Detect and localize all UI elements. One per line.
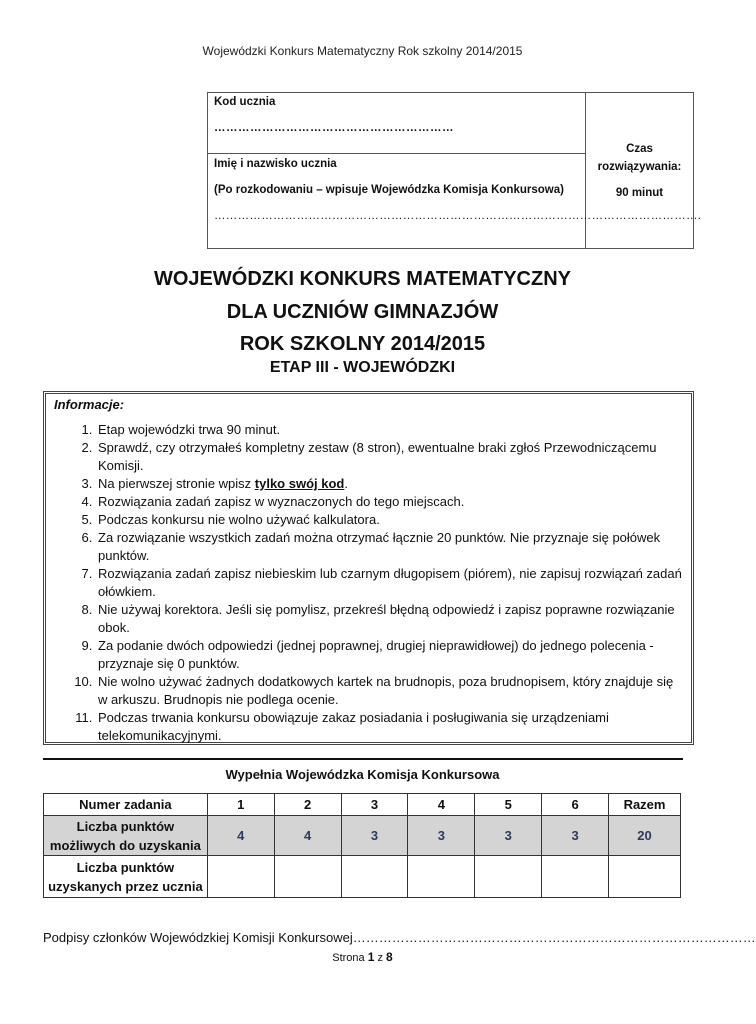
time-cell — [586, 93, 693, 248]
list-item: 11. Podczas trwania konkursu obowiązuje zakaz posiadania i posługiwania się urządzeniami telekomunikacyjnymi. — [96, 709, 683, 745]
footer-prefix: Strona — [332, 952, 365, 964]
list-item: 5. Podczas konkursu nie wolno używać kalkulatora. — [96, 511, 683, 529]
student-name-field[interactable]: ……………………………………………………………………………………………………………. — [214, 210, 702, 222]
obtained-points-cell[interactable] — [207, 856, 274, 898]
task-number-cell: 2 — [274, 794, 341, 816]
list-item: 4. Rozwiązania zadań zapisz w wyznaczonych do tego miejscach. — [96, 493, 683, 511]
obtained-label-line-1: Liczba punktów — [76, 859, 175, 875]
time-label-1: Czas — [626, 142, 653, 155]
student-name-label: Imię i nazwisko ucznia — [214, 158, 337, 170]
task-number-cell: 6 — [542, 794, 609, 816]
task-number-cell: 1 — [207, 794, 274, 816]
possible-points-cell: 3 — [542, 816, 609, 856]
student-code-field[interactable]: …………………………………………………… — [214, 122, 454, 134]
time-label-2: rozwiązywania: — [597, 160, 682, 173]
table-row — [44, 816, 681, 856]
obtained-points-cell[interactable] — [542, 856, 609, 898]
title-line-4: ETAP III - WOJEWÓDZKI — [269, 359, 456, 376]
list-item: 1. Etap wojewódzki trwa 90 minut. — [96, 421, 683, 439]
student-name-note: (Po rozkodowaniu – wpisuje Wojewódzka Komisja Konkursowa) — [214, 184, 564, 196]
possible-points-cell: 4 — [274, 816, 341, 856]
student-info-box — [207, 92, 702, 249]
list-item: 2. Sprawdź, czy otrzymałeś kompletny zestaw (8 stron), ewentualne braki zgłoś Przewodniczącemu Komisji. — [96, 439, 683, 475]
list-item-emphasis: tylko swój kod — [254, 476, 345, 491]
committee-signatures: Podpisy członków Wojewódzkiej Komisji Konkursowej………………………………………………………………………………… — [43, 930, 756, 945]
divider — [43, 758, 683, 760]
table-row — [44, 856, 681, 898]
list-item-end: . — [344, 476, 348, 491]
possible-points-cell: 3 — [408, 816, 475, 856]
obtained-points-cell[interactable] — [274, 856, 341, 898]
time-value: 90 minut — [615, 186, 664, 199]
task-number-cell: 5 — [475, 794, 542, 816]
page-footer — [0, 950, 725, 964]
list-item: 9. Za podanie dwóch odpowiedzi (jednej poprawnej, drugiej nieprawidłowej) do jednego polecenia - przyznaje się 0 punktów. — [96, 637, 683, 673]
student-code-cell — [208, 93, 585, 154]
page-number: 1 — [367, 950, 375, 964]
table-header-row — [44, 794, 681, 816]
list-item: 6. Za rozwiązanie wszystkich zadań można otrzymać łącznie 20 punktów. Nie przyznaje się połówek punktów. — [96, 529, 683, 565]
title-line-2: DLA UCZNIÓW GIMNAZJÓW — [226, 301, 499, 323]
possible-label-line-2: możliwych do uzyskania — [49, 837, 201, 853]
possible-points-cell: 3 — [475, 816, 542, 856]
title-line-1: WOJEWÓDZKI KONKURS MATEMATYCZNY — [153, 268, 571, 290]
student-code-label: Kod ucznia — [214, 96, 276, 108]
page-total: 8 — [386, 950, 393, 964]
task-number-cell: 3 — [341, 794, 408, 816]
footer-of: z — [377, 952, 383, 964]
obtained-points-label — [44, 856, 208, 898]
committee-heading: Wypełnia Wojewódzka Komisja Konkursowa — [225, 767, 500, 782]
task-number-cell: 4 — [408, 794, 475, 816]
obtained-points-cell[interactable] — [341, 856, 408, 898]
obtained-points-cell[interactable] — [408, 856, 475, 898]
possible-points-label — [44, 816, 208, 856]
information-list — [54, 421, 683, 745]
possible-total-cell: 20 — [609, 816, 681, 856]
information-heading: Informacje: — [54, 397, 125, 412]
points-table — [43, 793, 681, 898]
list-item: 8. Nie używaj korektora. Jeśli się pomylisz, przekreśl błędną odpowiedź i zapisz poprawne rozwiązanie obok. — [96, 601, 683, 637]
information-box — [43, 391, 694, 745]
obtained-points-cell[interactable] — [475, 856, 542, 898]
list-item-text: Na pierwszej stronie wpisz — [98, 476, 255, 491]
possible-points-cell: 4 — [207, 816, 274, 856]
obtained-total-cell[interactable] — [609, 856, 681, 898]
list-item: 7. Rozwiązania zadań zapisz niebieskim lub czarnym długopisem (piórem), nie zapisuj rozwiązań zadań ołówkiem. — [96, 565, 683, 601]
total-header-cell: Razem — [609, 794, 681, 816]
list-item: 10. Nie wolno używać żadnych dodatkowych kartek na brudnopis, poza brudnopisem, który znajduje się w arkuszu. Brudnopis nie podlega ocenie. — [96, 673, 683, 709]
title-line-3: ROK SZKOLNY 2014/2015 — [239, 333, 486, 355]
obtained-label-line-2: uzyskanych przez ucznia — [48, 878, 203, 894]
list-item — [96, 475, 683, 493]
possible-points-cell: 3 — [341, 816, 408, 856]
header-label-cell: Numer zadania — [44, 794, 208, 816]
running-header: Wojewódzki Konkurs Matematyczny Rok szkolny 2014/2015 — [202, 44, 523, 58]
possible-label-line-1: Liczba punktów — [76, 818, 175, 834]
